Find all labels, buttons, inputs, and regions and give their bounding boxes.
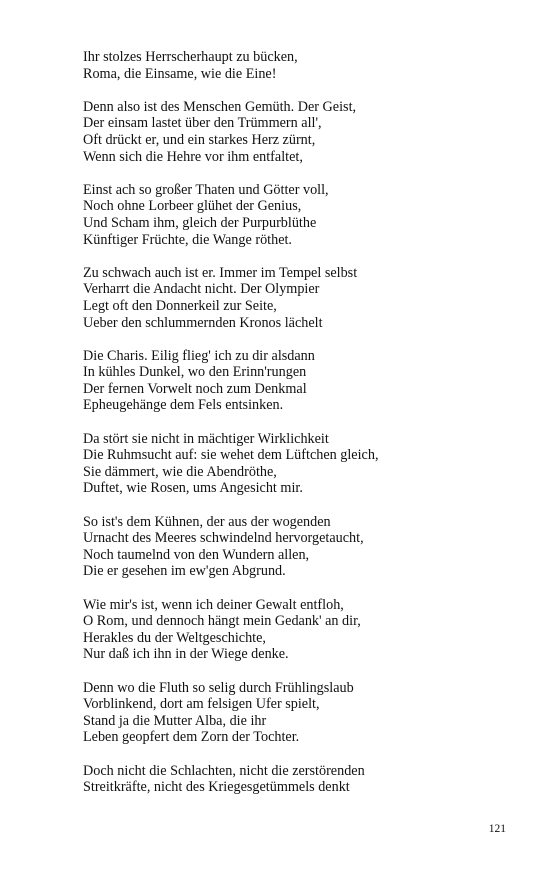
poem-line: Nur daß ich ihn in der Wiege denke. bbox=[83, 646, 289, 663]
poem-line: Oft drückt er, und ein starkes Herz zürnt, bbox=[83, 131, 316, 148]
poem-line: In kühles Dunkel, wo den Erinn'rungen bbox=[83, 364, 307, 381]
poem-line: Ueber den schlummernden Kronos lächelt bbox=[83, 314, 323, 331]
poem-line: Ihr stolzes Herrscherhaupt zu bücken, bbox=[83, 49, 298, 65]
poem-line: Sie dämmert, wie die Abendröthe, bbox=[83, 463, 277, 480]
poem-line: Der einsam lastet über den Trümmern all', bbox=[83, 115, 322, 132]
poem-line: Epheugehänge dem Fels entsinken. bbox=[83, 397, 284, 414]
poem-line: Zu schwach auch ist er. Immer im Tempel selbst bbox=[83, 264, 358, 281]
poem-line: Denn wo die Fluth so selig durch Frühlingslaub bbox=[83, 679, 354, 696]
poem-line: Einst ach so großer Thaten und Götter voll, bbox=[83, 181, 329, 198]
poem-line: Künftiger Früchte, die Wange röthet. bbox=[83, 231, 292, 248]
poem-line: Noch ohne Lorbeer glühet der Genius, bbox=[83, 198, 302, 215]
poem-line: Streitkräfte, nicht des Kriegesgetümmels denkt bbox=[83, 779, 350, 796]
stanza bbox=[83, 763, 523, 796]
page-number: 121 bbox=[488, 823, 506, 835]
stanza bbox=[83, 49, 523, 82]
poem-line: Noch taumelnd von den Wundern allen, bbox=[83, 546, 310, 563]
stanza bbox=[83, 348, 523, 414]
poem-line: Herakles du der Weltgeschichte, bbox=[83, 629, 266, 646]
poem-line: Die Charis. Eilig flieg' ich zu dir alsdann bbox=[83, 347, 315, 364]
poem-line: O Rom, und dennoch hängt mein Gedank' an dir, bbox=[83, 613, 361, 630]
poem-line: So ist's dem Kühnen, der aus der wogenden bbox=[83, 513, 331, 530]
poem-line: Roma, die Einsame, wie die Eine! bbox=[83, 65, 277, 82]
poem-line: Urnacht des Meeres schwindelnd hervorgetaucht, bbox=[83, 530, 364, 547]
poem-line: Leben geopfert dem Zorn der Tochter. bbox=[83, 729, 300, 746]
poem-line: Verharrt die Andacht nicht. Der Olympier bbox=[83, 281, 320, 298]
stanza bbox=[83, 680, 523, 746]
poem-line: Doch nicht die Schlachten, nicht die zerstörenden bbox=[83, 762, 365, 779]
poem-line: Da stört sie nicht in mächtiger Wirklichkeit bbox=[83, 430, 329, 447]
poem-line: Die er gesehen im ew'gen Abgrund. bbox=[83, 563, 286, 580]
poem-line: Und Scham ihm, gleich der Purpurblüthe bbox=[83, 214, 317, 231]
poem-text bbox=[83, 49, 523, 812]
poem-line: Denn also ist des Menschen Gemüth. Der Geist, bbox=[83, 98, 357, 115]
stanza bbox=[83, 431, 523, 497]
stanza bbox=[83, 182, 523, 248]
stanza bbox=[83, 99, 523, 165]
poem-line: Vorblinkend, dort am felsigen Ufer spielt, bbox=[83, 696, 320, 713]
poem-line: Legt oft den Donnerkeil zur Seite, bbox=[83, 297, 277, 314]
poem-line: Wenn sich die Hehre vor ihm entfaltet, bbox=[83, 148, 303, 165]
poem-line: Die Ruhmsucht auf: sie wehet dem Lüftchen gleich, bbox=[83, 447, 379, 464]
stanza bbox=[83, 265, 523, 331]
poem-line: Stand ja die Mutter Alba, die ihr bbox=[83, 712, 267, 729]
stanza bbox=[83, 514, 523, 580]
poem-line: Duftet, wie Rosen, ums Angesicht mir. bbox=[83, 480, 303, 497]
poem-line: Der fernen Vorwelt noch zum Denkmal bbox=[83, 380, 307, 397]
stanza bbox=[83, 597, 523, 663]
poem-line: Wie mir's ist, wenn ich deiner Gewalt entfloh, bbox=[83, 596, 344, 613]
